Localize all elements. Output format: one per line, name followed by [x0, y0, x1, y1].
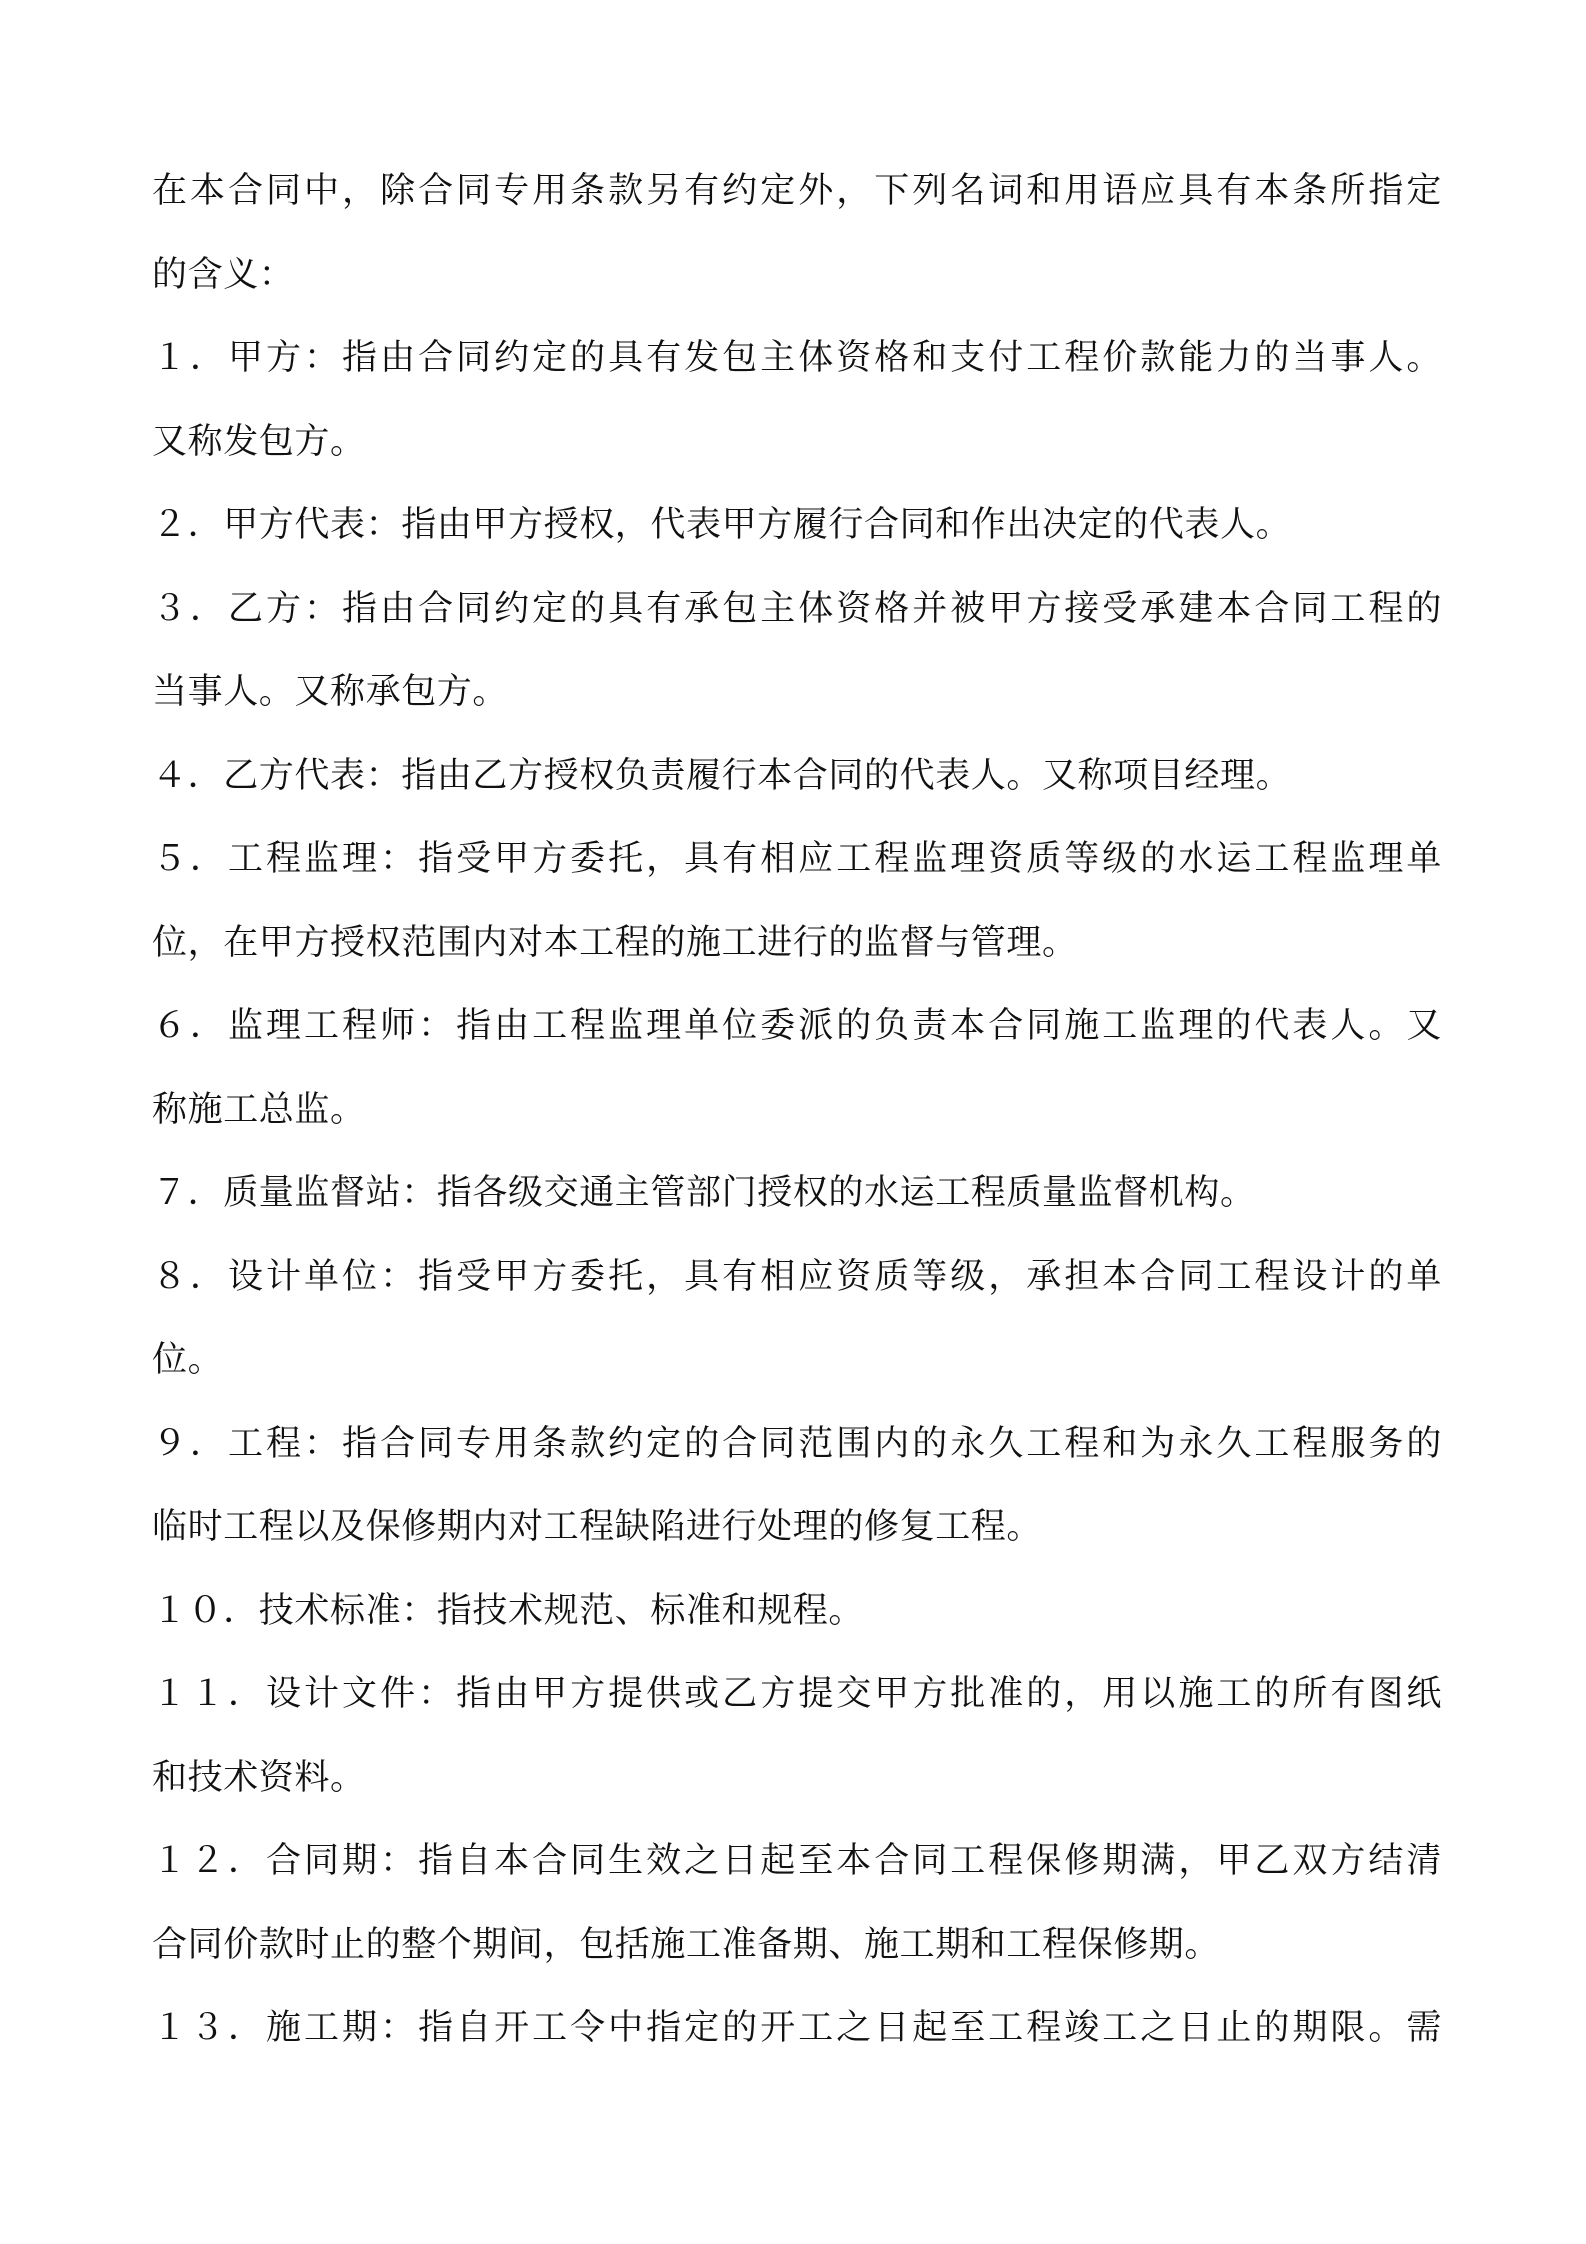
clause-1-line-1: １．甲方：指由合同约定的具有发包主体资格和支付工程价款能力的当事人。 — [152, 338, 1442, 378]
clause-1-line-2: 又称发包方。 — [152, 421, 366, 462]
clause-11-line-1: １１．设计文件：指由甲方提供或乙方提交甲方批准的，用以施工的所有图纸 — [152, 1674, 1442, 1714]
clause-12-line-2: 合同价款时止的整个期间，包括施工准备期、施工期和工程保修期。 — [152, 1924, 1221, 1965]
clause-2-line-1: ２．甲方代表：指由甲方授权，代表甲方履行合同和作出决定的代表人。 — [152, 505, 1292, 545]
clause-6-line-2: 称施工总监。 — [152, 1089, 366, 1130]
clause-8-line-2: 位。 — [152, 1340, 224, 1380]
clause-7-line-1: ７．质量监督站：指各级交通主管部门授权的水运工程质量监督机构。 — [152, 1173, 1256, 1213]
intro-line-2: 的含义： — [152, 254, 295, 295]
clause-11-line-2: 和技术资料。 — [152, 1757, 366, 1798]
document-body — [152, 150, 1442, 2071]
clause-5-line-2: 位，在甲方授权范围内对本工程的施工进行的监督与管理。 — [152, 922, 1078, 963]
clause-5-line-1: ５．工程监理：指受甲方委托，具有相应工程监理资质等级的水运工程监理单 — [152, 839, 1442, 879]
clause-9-line-2: 临时工程以及保修期内对工程缺陷进行处理的修复工程。 — [152, 1507, 1043, 1547]
clause-8-line-1: ８．设计单位：指受甲方委托，具有相应资质等级，承担本合同工程设计的单 — [152, 1256, 1442, 1297]
clause-9-line-1: ９．工程：指合同专用条款约定的合同范围内的永久工程和为永久工程服务的 — [152, 1423, 1442, 1464]
clause-3-line-2: 当事人。又称承包方。 — [152, 672, 509, 712]
clause-4-line-1: ４．乙方代表：指由乙方授权负责履行本合同的代表人。又称项目经理。 — [152, 755, 1292, 796]
clause-3-line-1: ３．乙方：指由合同约定的具有承包主体资格并被甲方接受承建本合同工程的 — [152, 588, 1442, 629]
clause-13-line-1: １３．施工期：指自开工令中指定的开工之日起至工程竣工之日止的期限。需 — [152, 2008, 1442, 2048]
intro-line-1: 在本合同中，除合同专用条款另有约定外，下列名词和用语应具有本条所指定 — [152, 171, 1442, 211]
clause-12-line-1: １２．合同期：指自本合同生效之日起至本合同工程保修期满，甲乙双方结清 — [152, 1841, 1442, 1881]
clause-10-line-1: １０．技术标准：指技术规范、标准和规程。 — [152, 1590, 865, 1631]
clause-6-line-1: ６．监理工程师：指由工程监理单位委派的负责本合同施工监理的代表人。又 — [152, 1006, 1442, 1046]
